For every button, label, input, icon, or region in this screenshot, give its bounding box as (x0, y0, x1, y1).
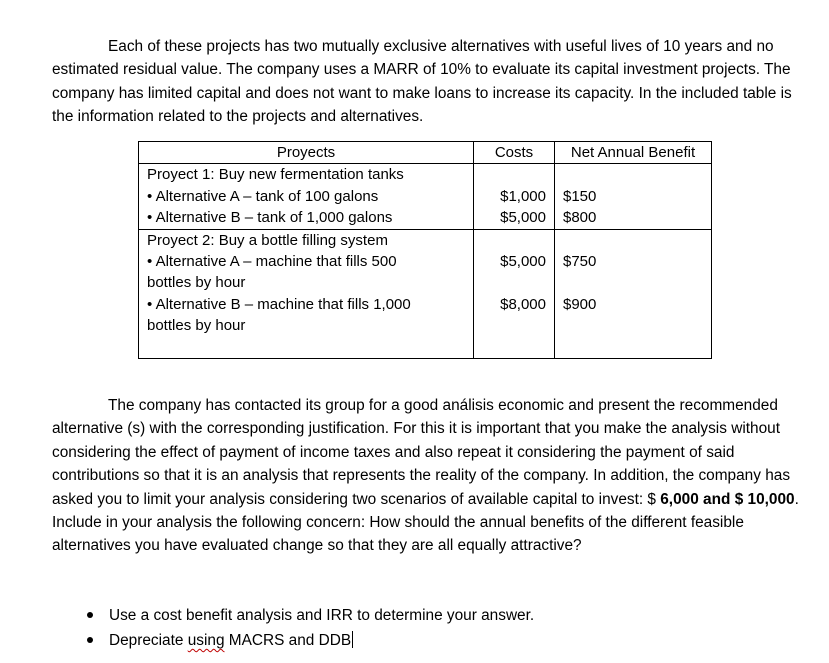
project2-alt-a-line1: • Alternative A – machine that fills 500 (139, 251, 474, 272)
list-item (84, 603, 534, 628)
project2-title: Proyect 2: Buy a bottle filling system (139, 229, 474, 251)
body-text-1: The company has contacted its group for a good análisis economic and present the recommended alternative (s) with the corresponding justification. For this it is important that you make the analysis without considering the effect of payment of income taxes and also repeat it considering the payment of said contributions so that it is an analysis that represents the reality of the company. In addition, the company has asked you to limit your analysis considering two scenarios of available capital to invest: $ (52, 397, 791, 508)
table-row (139, 337, 712, 359)
project2-alt-b-line2: bottles by hour (139, 315, 474, 336)
project1-alt-b-benefit: $800 (555, 207, 712, 229)
table-row (139, 186, 712, 207)
project2-alt-a-cost: $5,000 (474, 251, 555, 272)
table-row (139, 207, 712, 229)
table-row (139, 229, 712, 251)
body-text-2: . Include in your analysis the following concern: How should the annual benefits of the different feasible alternatives you have evaluated change so that they are all equally attractive? (52, 490, 799, 555)
project2-alt-b-line1: • Alternative B – machine that fills 1,000 (139, 294, 474, 315)
header-projects: Proyects (139, 142, 474, 164)
project1-alt-b-cost: $5,000 (474, 207, 555, 229)
list-item (84, 628, 534, 653)
project1-alt-b: • Alternative B – tank of 1,000 galons (139, 207, 474, 229)
table-row (139, 315, 712, 336)
table-row (139, 272, 712, 293)
text-cursor (352, 631, 353, 648)
bullet-text-1: Use a cost benefit analysis and IRR to determine your answer. (109, 607, 535, 624)
project1-title: Proyect 1: Buy new fermentation tanks (139, 164, 474, 186)
body-bold-6000: 6,000 (660, 490, 699, 508)
header-costs: Costs (474, 142, 555, 164)
bullet-text-2-post: MACRS and DDB (224, 632, 352, 649)
bullet-icon (87, 612, 93, 618)
bullet-list (84, 603, 534, 653)
project2-alt-a-benefit: $750 (555, 251, 712, 272)
project2-alt-b-benefit: $900 (555, 294, 712, 315)
intro-paragraph (52, 35, 802, 129)
bullet-icon (87, 637, 93, 643)
table-row (139, 251, 712, 272)
table-row (139, 294, 712, 315)
body-bold-and: and (703, 490, 731, 508)
project2-alt-b-cost: $8,000 (474, 294, 555, 315)
project1-alt-a-benefit: $150 (555, 186, 712, 207)
body-paragraph (52, 394, 804, 558)
projects-table (138, 141, 712, 359)
project1-alt-a: • Alternative A – tank of 100 galons (139, 186, 474, 207)
body-bold-10000: $ 10,000 (734, 490, 795, 508)
header-net-annual-benefit: Net Annual Benefit (555, 142, 712, 164)
bullet-text-2-pre: Depreciate (109, 632, 188, 649)
table-header-row (139, 142, 712, 164)
intro-text: Each of these projects has two mutually exclusive alternatives with useful lives of 10 years and no estimated residual value. The company uses a MARR of 10% to evaluate its capital investment projects. The company has limited capital and does not want to make loans to increase its capacity. In the included table is the information related to the projects and alternatives. (52, 38, 792, 126)
table-row (139, 164, 712, 186)
project2-alt-a-line2: bottles by hour (139, 272, 474, 293)
spellcheck-underlined-word: using (187, 632, 225, 649)
project1-alt-a-cost: $1,000 (474, 186, 555, 207)
